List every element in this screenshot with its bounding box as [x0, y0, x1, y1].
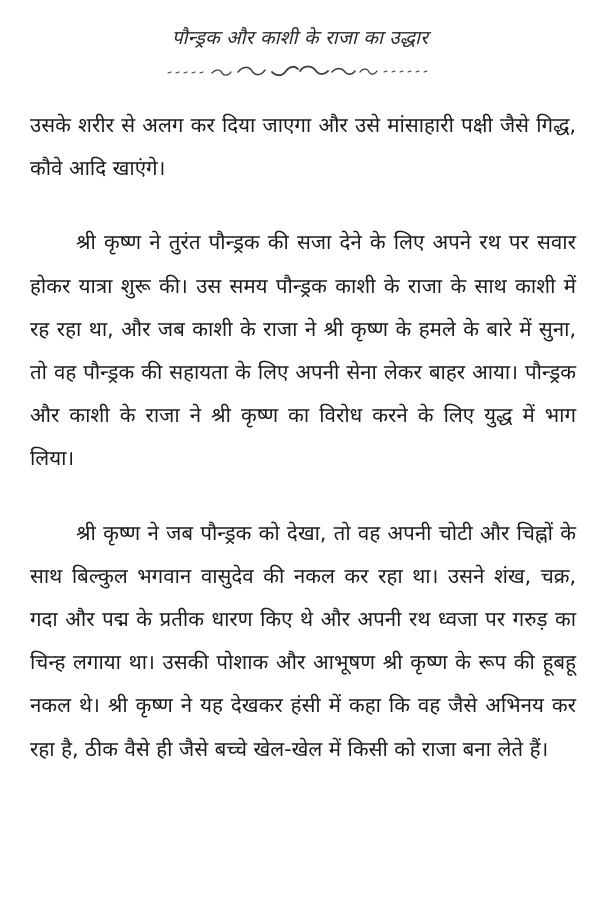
running-header-title: पौन्ड्रक और काशी के राजा का उद्धार — [171, 27, 429, 49]
paragraph-3: श्री कृष्ण ने जब पौन्ड्रक को देखा, तो वह अपनी चोटी और चिह्नों के साथ बिल्कुल भगवान वासुदेव की नकल कर रहा था। उसने शंख, चक्र, गदा और पद्म के प्रतीक धारण किए थे और अपनी रथ ध्वजा पर गरुड़ का चिन्ह लगाया था। उसकी पोशाक और आभूषण श्री कृष्ण के रूप की हूबहू नकल थे। श्री कृष्ण ने यह देखकर हंसी में कहा कि वह जैसे अभिनय कर रहा है, ठीक वैसे ही जैसे बच्चे खेल-खेल में किसी को राजा बना लेते हैं। — [30, 520, 576, 761]
page-body — [30, 104, 576, 771]
paragraph-1: उसके शरीर से अलग कर दिया जाएगा और उसे मांसाहारी पक्षी जैसे गिद्ध, कौवे आदि खाएंगे। — [30, 113, 576, 181]
paragraph-2: श्री कृष्ण ने तुरंत पौन्ड्रक की सजा देने के लिए अपने रथ पर सवार होकर यात्रा शुरू की। उस समय पौन्ड्रक काशी के राजा के साथ काशी में रह रहा था, और जब काशी के राजा ने श्री कृष्ण के हमले के बारे में सुना, तो वह पौन्ड्रक की सहायता के लिए अपनी सेना लेकर बाहर आया। पौन्ड्रक और काशी के राजा ने श्री कृष्ण का विरोध करने के लिए युद्ध में भाग लिया। — [30, 230, 576, 471]
decorative-divider-ornament — [150, 62, 450, 82]
paragraph-spacer — [30, 481, 576, 512]
paragraph-spacer — [30, 190, 576, 221]
